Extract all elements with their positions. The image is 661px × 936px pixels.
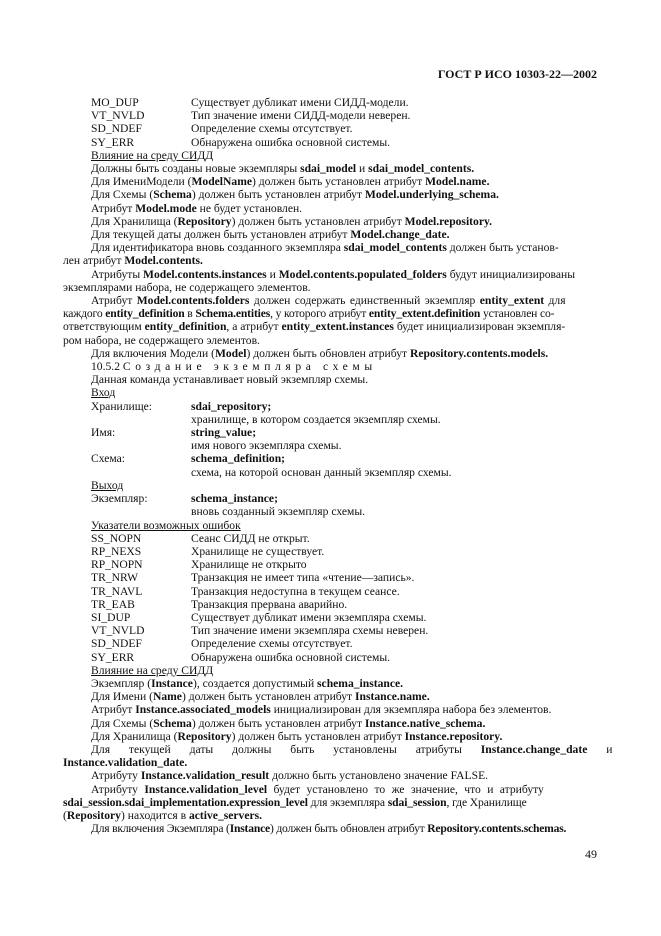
param-desc: хранилище, в котором создается экземпляр схемы.: [191, 412, 441, 426]
page-content: [63, 96, 613, 836]
effect-line: Для текущей даты должен быть установлен атрибут Model.change_date.: [91, 228, 450, 242]
error-code-row: TR_NRW Транзакция не имеет типа «чтение—запись».: [91, 571, 415, 585]
error-code-row: TR_NAVL Транзакция недоступна в текущем сеансе.: [91, 584, 400, 598]
effect-line: ответствующим entity_definition, а атрибут entity_extent.instances будет инициализирован экземпля-: [63, 320, 566, 334]
error-code-row: [63, 109, 599, 122]
error-desc: Определение схемы отсутствует.: [191, 122, 353, 136]
param-row: [63, 426, 599, 439]
param-row: [63, 492, 599, 505]
effect-line: Для Схемы (Schema) должен быть установлен атрибут Model.underlying_schema.: [91, 188, 499, 202]
section-title: Создание экземпляра схемы: [122, 360, 377, 374]
error-code-row: VT_NVLD Тип значение имени экземпляра схемы неверен.: [91, 624, 429, 638]
effect-heading: Влияние на среду СИДД: [91, 663, 214, 677]
effect-line: ром набора, не содержащего элементов.: [63, 333, 260, 347]
error-code-row: TR_EAB Транзакция прервана аварийно.: [91, 597, 348, 611]
effect-line: Для включения Модели (Model) должен быть обновлен атрибут Repository.contents.models.: [91, 346, 549, 360]
effect-line: Атрибуту Instance.validation_result должно быть установлено значение FALSE.: [91, 769, 489, 783]
effect-line: Instance.validation_date.: [63, 756, 188, 770]
error-code: VT_NVLD: [91, 109, 145, 123]
effect-line: sdai_session.sdai_implementation.expression_level для экземпляра sdai_session, где Хранилище: [63, 795, 527, 809]
output-heading: Выход: [91, 478, 124, 492]
effect-line: Для ИмениМодели (ModelName) должен быть установлен атрибут Model.name.: [91, 175, 490, 189]
effect-line: Атрибуту Instance.validation_level будет установлено то же значение, что и атрибуту: [91, 782, 544, 796]
effect-line: Атрибут Model.mode не будет установлен.: [91, 201, 303, 215]
param-name: schema_definition;: [191, 452, 286, 466]
effect-line: (Repository) находится в active_servers.: [63, 808, 263, 822]
param-label: Схема:: [91, 452, 126, 466]
effect-line: Атрибуты Model.contents.instances и Model.contents.populated_folders будут инициализированы: [91, 267, 575, 281]
effect-line: Для текущей даты должны быть установлены атрибуты Instance.change_date и: [91, 742, 613, 756]
effect-line: экземплярами набора, не содержащего элементов.: [63, 280, 311, 294]
effect-line: Для Хранилища (Repository) должен быть установлен атрибут Instance.repository.: [91, 729, 503, 743]
param-desc: вновь созданный экземпляр схемы.: [191, 505, 366, 519]
error-desc: Обнаружена ошибка основной системы.: [191, 135, 391, 149]
effect-line: Экземпляр (Instance), создается допустимый schema_instance.: [91, 676, 404, 690]
effect-line: Для Хранилища (Repository) должен быть установлен атрибут Model.repository.: [91, 214, 493, 228]
param-label: Экземпляр:: [91, 492, 148, 506]
error-code-row: [63, 122, 599, 135]
section-heading: [63, 360, 599, 373]
error-code-row: RP_NOPN Хранилище не открыто: [91, 558, 307, 572]
effect-line: Для Имени (Name) должен быть установлен атрибут Instance.name.: [91, 690, 430, 704]
param-name: sdai_repository;: [191, 399, 272, 413]
error-desc: Существует дубликат имени СИДД-модели.: [191, 96, 409, 109]
section-intro: Данная команда устанавливает новый экземпляр схемы.: [91, 373, 369, 387]
error-desc: Тип значение имени СИДД-модели неверен.: [191, 109, 411, 123]
input-heading: Вход: [91, 386, 116, 400]
param-desc: схема, на которой основан данный экземпляр схемы.: [191, 465, 452, 479]
errors-heading: Указатели возможных ошибок: [91, 518, 241, 532]
param-name: string_value;: [191, 426, 257, 440]
error-code: MO_DUP: [91, 96, 139, 109]
error-code-row: [63, 96, 599, 109]
effect-line: Атрибут Instance.associated_models инициализирован для экземпляра набора без элементов.: [91, 703, 552, 717]
error-code-row: RP_NEXS Хранилище не существует.: [91, 544, 325, 558]
error-code-row: SS_NOPN Сеанс СИДД не открыт.: [91, 531, 310, 545]
param-row: [63, 452, 599, 465]
param-desc: имя нового экземпляра схемы.: [191, 439, 342, 453]
effect-heading: Влияние на среду СИДД: [91, 148, 214, 162]
error-code-row: SY_ERR Обнаружена ошибка основной системы.: [91, 650, 391, 664]
effect-line: Должны быть созданы новые экземпляры sdai_model и sdai_model_contents.: [91, 162, 475, 176]
error-code-row: SD_NDEF Определение схемы отсутствует.: [91, 637, 353, 651]
effect-line: Для Схемы (Schema) должен быть установлен атрибут Instance.native_schema.: [91, 716, 486, 730]
effect-line: лен атрибут Model.contents.: [63, 254, 203, 268]
param-label: Имя:: [91, 426, 116, 440]
param-label: Хранилище:: [91, 399, 153, 413]
page-number: 49: [585, 847, 597, 861]
standard-header: ГОСТ Р ИСО 10303-22—2002: [437, 67, 597, 81]
error-code: SD_NDEF: [91, 122, 142, 136]
error-code-row: SI_DUP Существует дубликат имени экземпляра схемы.: [91, 610, 427, 624]
error-code: SY_ERR: [91, 135, 135, 149]
effect-line: Атрибут Model.contents.folders должен содержать единственный экземпляр entity_extent для: [91, 294, 566, 308]
param-name: schema_instance;: [191, 492, 278, 506]
section-number: 10.5.2: [91, 360, 120, 374]
param-row: [63, 400, 599, 413]
effect-line: Для включения Экземпляра (Instance) должен быть обновлен атрибут Repository.contents.schemas.: [91, 822, 567, 836]
effect-line: Для идентификатора вновь созданного экземпляра sdai_model_contents должен быть установ-: [91, 241, 559, 255]
effect-line: каждого entity_definition в Schema.entities, у которого атрибут entity_extent.definition установлен со-: [63, 307, 555, 321]
error-code-row: [63, 136, 599, 149]
